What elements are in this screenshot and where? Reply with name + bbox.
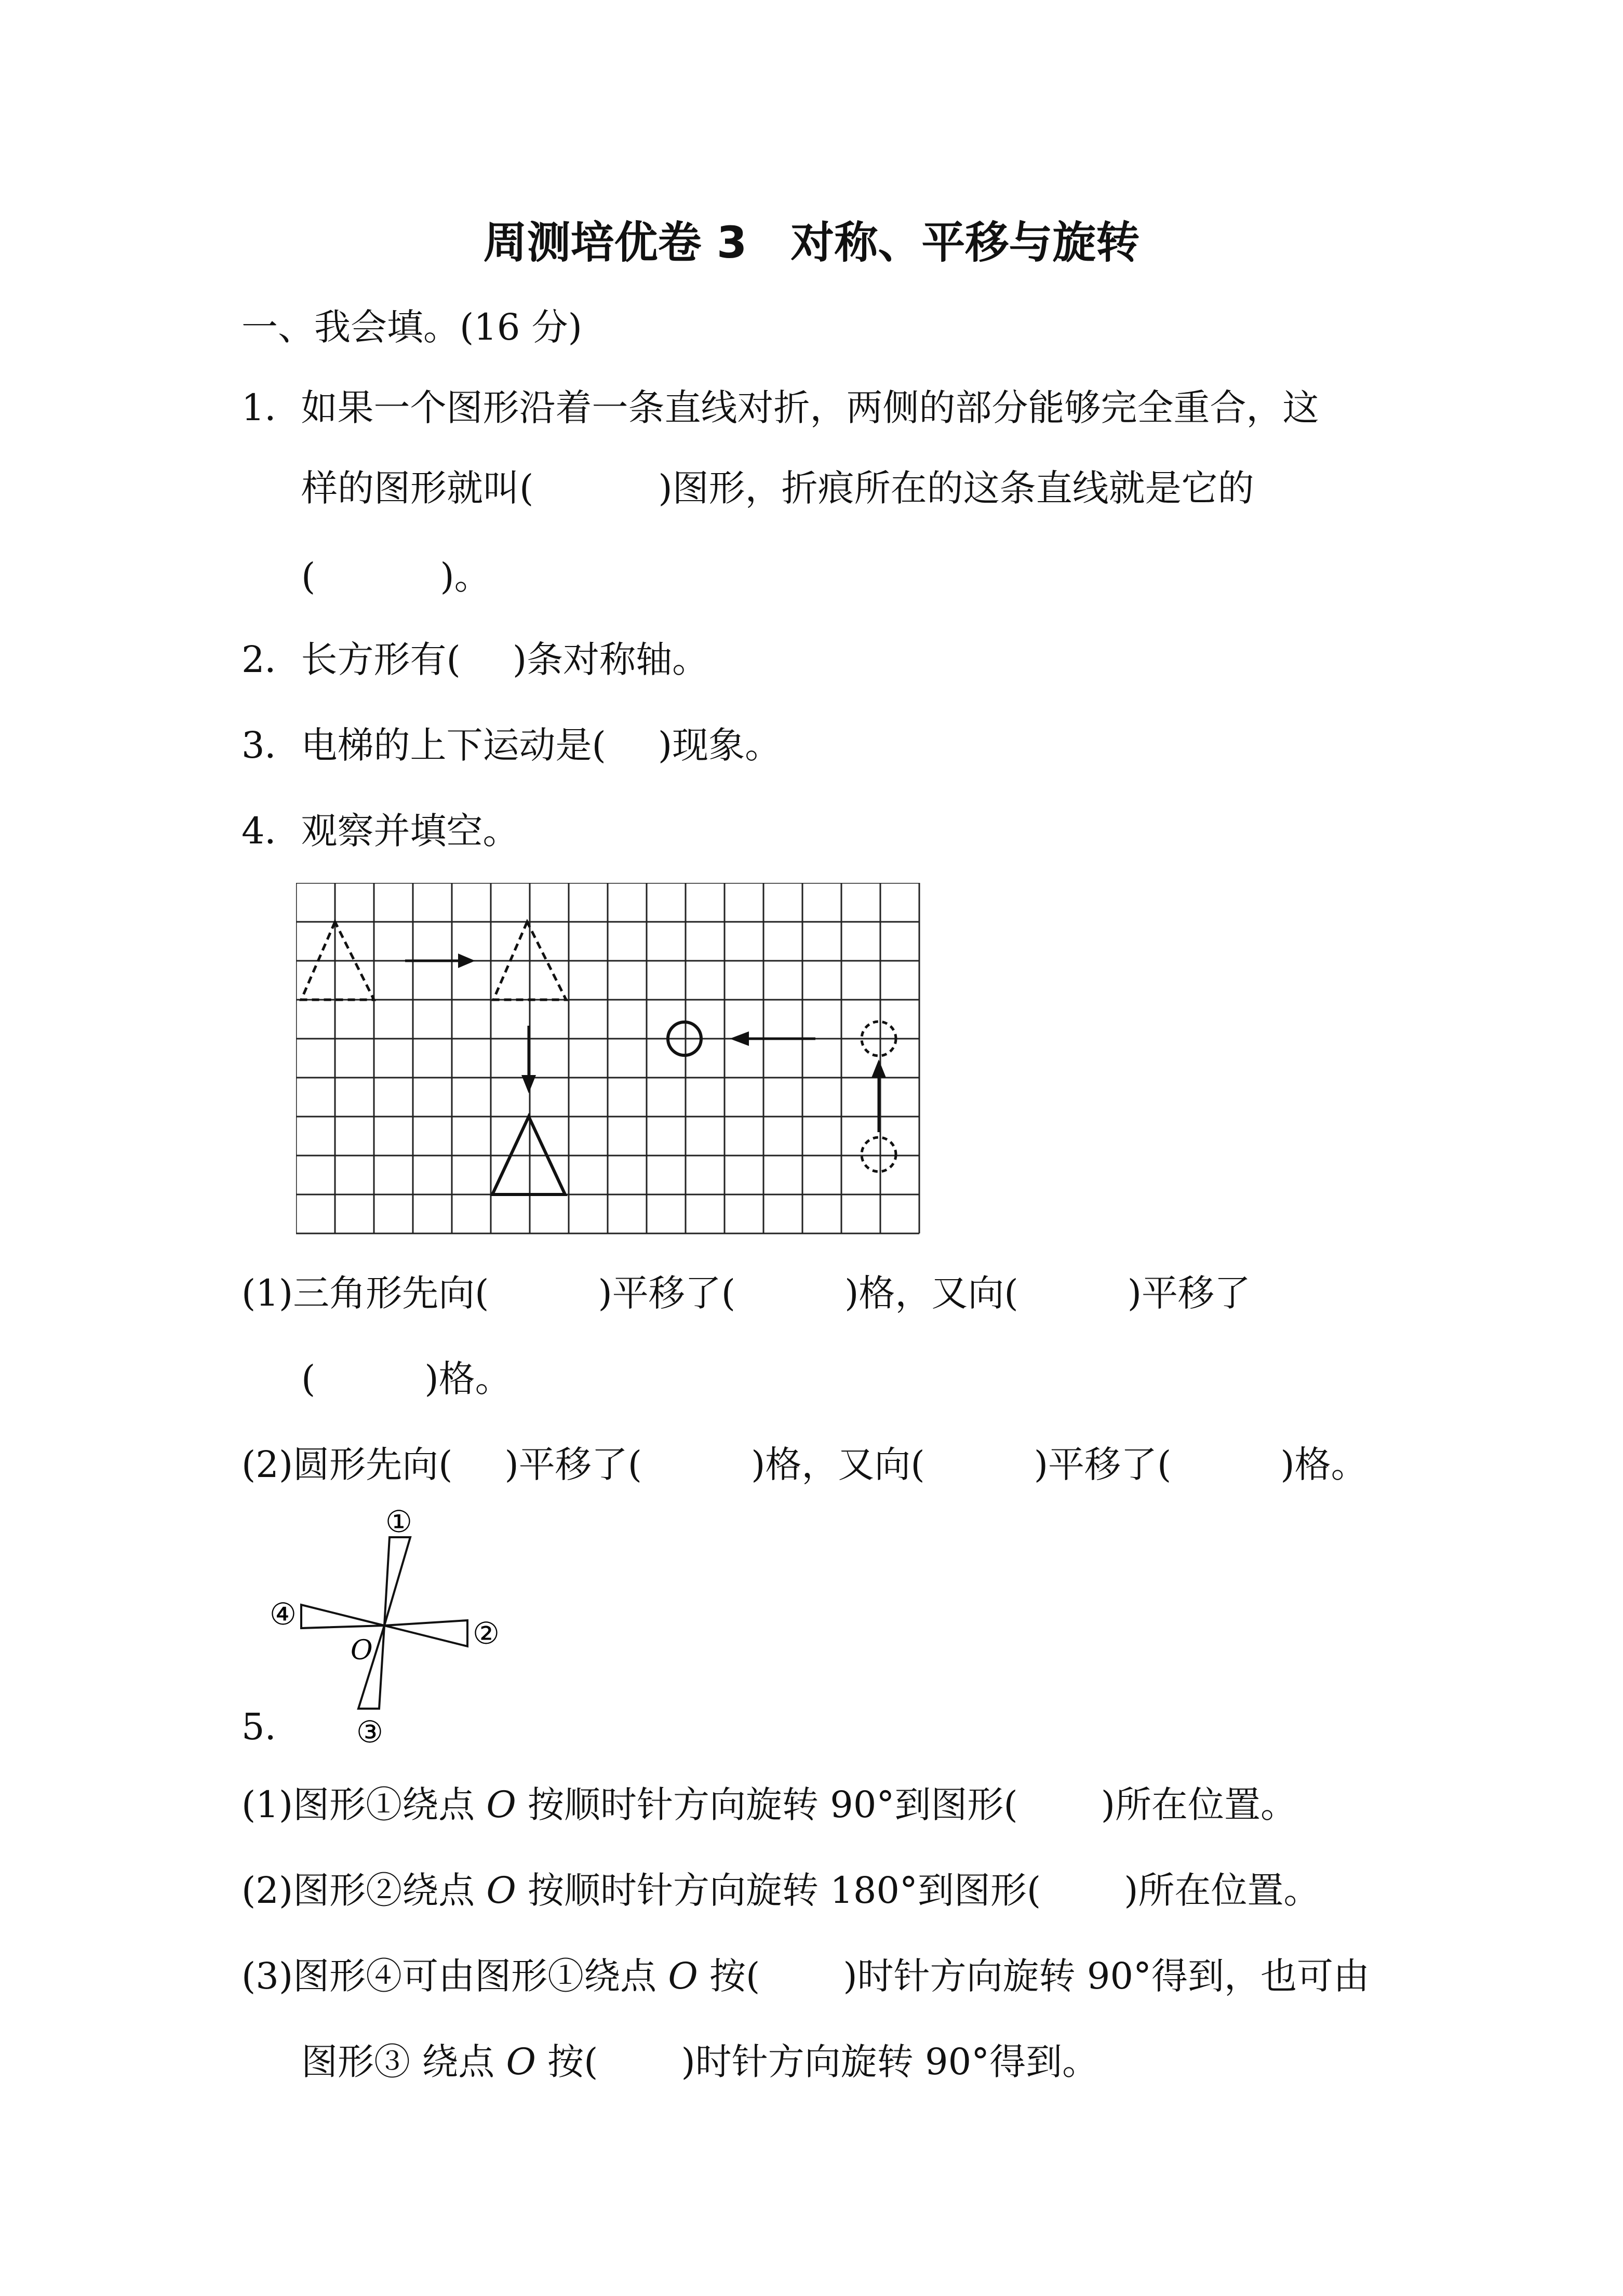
q5-part1: (1)图形①绕点 O 按顺时针方向旋转 90°到图形( )所在位置。: [242, 1783, 1297, 1826]
q2-line: 2．长方形有( )条对称轴。: [242, 638, 709, 681]
q1-line2: 样的图形就叫( )图形，折痕所在的这条直线就是它的: [301, 467, 1254, 509]
label-3: ③: [356, 1714, 383, 1750]
arrow-right-head: [458, 954, 475, 968]
rotation-figure: [254, 1506, 525, 1750]
q4-part2-line: (2)圆形先向( )平移了( )格，又向( )平移了( )格。: [242, 1443, 1367, 1486]
section-heading: 一、我会填。(16 分): [242, 306, 582, 348]
page-title: 周测培优卷 3 对称、平移与旋转: [483, 217, 1140, 268]
shape-4: [301, 1605, 384, 1628]
q5-part3-line2: 图形③ 绕点 O 按( )时针方向旋转 90°得到。: [301, 2040, 1099, 2083]
arrow-down-head: [521, 1075, 536, 1093]
q4-stem: 4．观察并填空。: [242, 810, 519, 852]
label-2: ②: [473, 1616, 500, 1651]
q5-part2: (2)图形②绕点 O 按顺时针方向旋转 180°到图形( )所在位置。: [242, 1869, 1320, 1912]
q1-line1: 1．如果一个图形沿着一条直线对折，两侧的部分能够完全重合，这: [242, 386, 1319, 429]
arrow-up-head: [871, 1059, 886, 1078]
label-4: ④: [270, 1596, 297, 1632]
q4-part1-line1: (1)三角形先向( )平移了( )格，又向( )平移了: [242, 1272, 1251, 1314]
arrow-left-head: [730, 1031, 749, 1046]
shape-1: [384, 1537, 410, 1626]
q3-line: 3．电梯的上下运动是( )现象。: [242, 724, 782, 767]
shape-2: [384, 1620, 467, 1646]
square-grid: [296, 883, 919, 1233]
point-o-label: O: [351, 1635, 373, 1666]
q5-part3-line1: (3)图形④可由图形①绕点 O 按( )时针方向旋转 90°得到，也可由: [242, 1955, 1370, 1997]
q5-number: 5.: [242, 1706, 276, 1748]
dashed-circle-original: [862, 1137, 896, 1172]
q4-part1-line2: ( )格。: [301, 1358, 512, 1400]
label-1: ①: [385, 1506, 412, 1539]
q1-line3: ( )。: [301, 555, 491, 598]
translation-grid-figure: [296, 883, 930, 1236]
